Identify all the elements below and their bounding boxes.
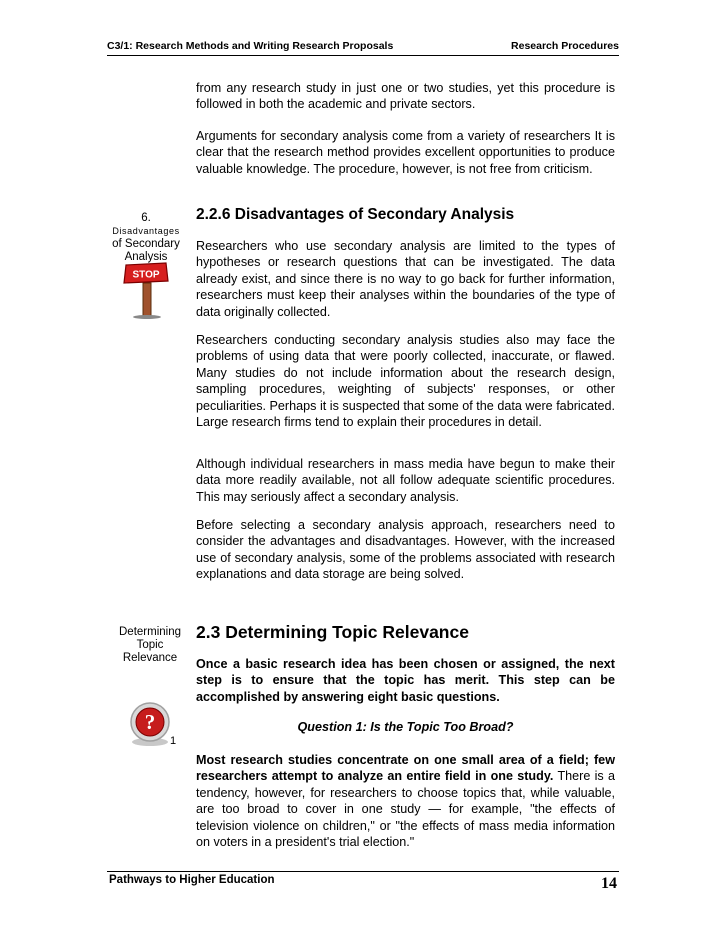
paragraph-too-broad-rest: There is a tendency, however, for researchers to choose topics that, while valuable, are too broad to cover in one study — for example, "the effects of television violence on children," or "the effects of mass media information on voters in a president's trial election." — [196, 769, 615, 850]
paragraph-limits: Researchers who use secondary analysis are limited to the types of hypotheses or research questions that can be investigated. The data already exist, and since there is no way to go back for further information, researchers must keep their analyses within the boundaries of the type of data originally collected. — [196, 239, 615, 319]
stop-sign-icon — [118, 261, 174, 319]
paragraph-availability: Although individual researchers in mass media have begun to make their data more readily available, not all follow adequate scientific procedures. This may seriously affect a secondary analysis. — [196, 457, 615, 504]
paragraph-too-broad — [196, 752, 615, 850]
page-header — [107, 40, 619, 54]
header-rule — [107, 55, 619, 56]
question-number: 1 — [170, 735, 177, 747]
paragraph-problems: Researchers conducting secondary analysis studies also may face the problems of using data that were poorly collected, inaccurate, or flawed. Many studies do not include information about the research design, sampling procedures, weighting of subjects' responses, or other peculiarities. Perhaps it is suspected that some of the data were fabricated. Large research firms tend to explain their procedures in detail. — [196, 333, 615, 430]
paragraph-eight-questions: Once a basic research idea has been chosen or assigned, the next step is to ensure that the topic has merit. This step can be accomplished by answering eight basic questions. — [196, 657, 615, 704]
paragraph-arguments: Arguments for secondary analysis come from a variety of researchers It is clear that the research method provides excellent opportunities to produce valuable knowledge. The procedure, however, is not free from criticism. — [196, 129, 615, 176]
heading-2-3: 2.3 Determining Topic Relevance — [196, 622, 469, 642]
sidebar-number: 6. — [141, 212, 151, 224]
question-1-heading: Question 1: Is the Topic Too Broad? — [297, 720, 514, 734]
footer-rule — [107, 871, 619, 872]
header-course-title: C3/1: Research Methods and Writing Research Proposals — [107, 40, 394, 52]
sidebar-line-2: Topic — [136, 639, 164, 651]
heading-2-2-6: 2.2.6 Disadvantages of Secondary Analysis — [196, 206, 515, 223]
stop-sign-text: STOP — [132, 269, 160, 281]
question-mark-icon — [128, 700, 188, 750]
footer-title: Pathways to Higher Education — [109, 874, 275, 886]
sidebar-line-3: Relevance — [122, 652, 178, 664]
sidebar-line-2: of Secondary — [112, 238, 180, 250]
sidebar-line-3: Analysis — [124, 251, 168, 263]
sidebar-note-disadvantages — [106, 212, 186, 264]
sidebar-line-1: Determining — [119, 626, 181, 638]
page-number: 14 — [601, 875, 617, 892]
paragraph-continued: from any research study in just one or two studies, yet this procedure is followed in both the academic and private sectors. — [196, 81, 615, 112]
header-section-title: Research Procedures — [511, 40, 619, 52]
paragraph-before-selecting: Before selecting a secondary analysis approach, researchers need to consider the advantages and disadvantages. However, with the increased use of secondary analysis, some of the problems associated with research explanations and data storage are being solved. — [196, 518, 615, 582]
sidebar-note-topic-relevance — [110, 626, 190, 665]
sidebar-line-1: Disadvantages — [112, 226, 180, 236]
question-glyph: ? — [144, 710, 156, 734]
paragraph-too-broad-bold: Most research studies concentrate on one small area of a field; few researchers attempt to analyze an entire field in one study. — [196, 753, 615, 784]
